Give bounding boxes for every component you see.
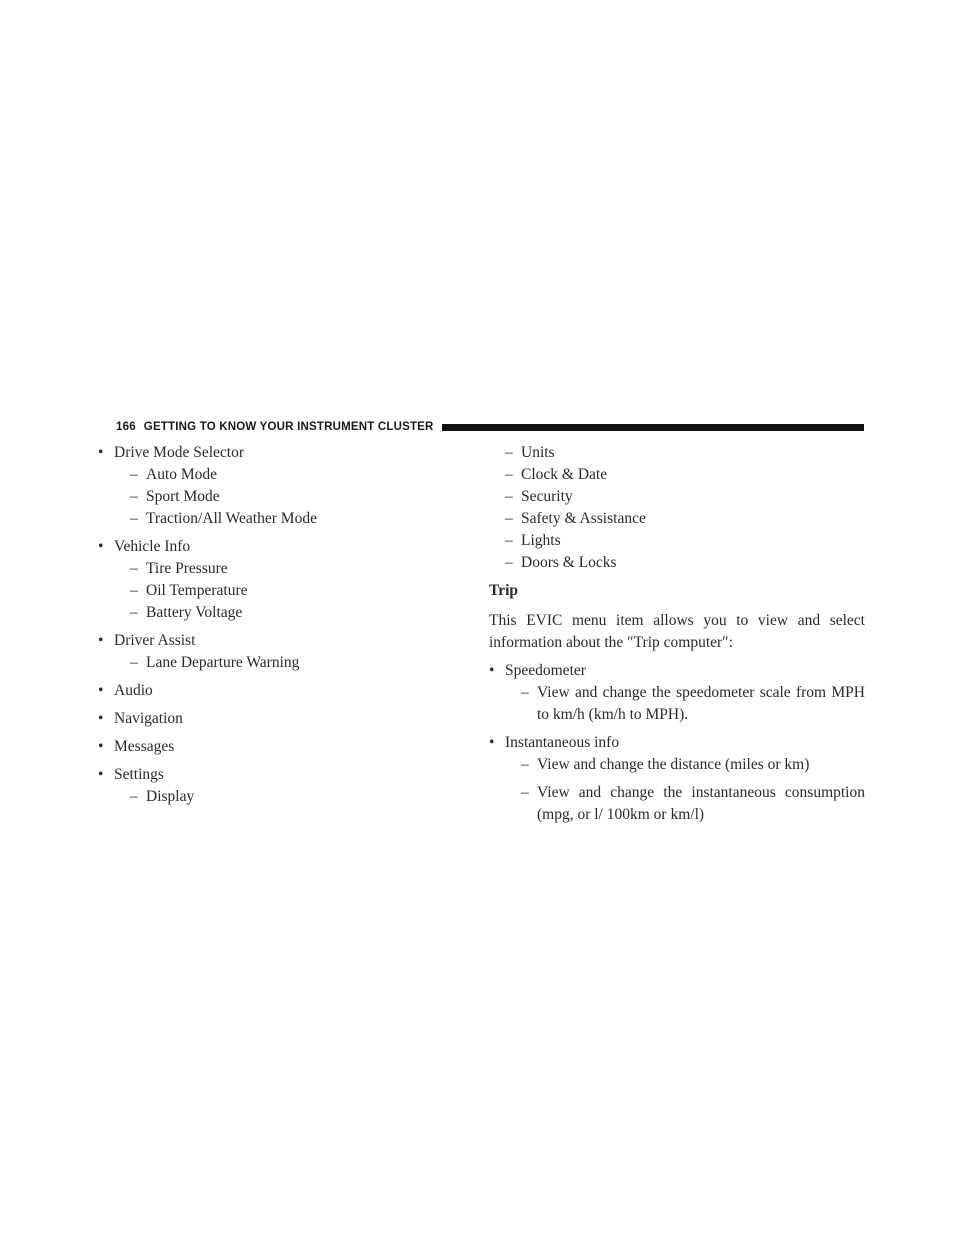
sub-item: – Safety & Assistance — [505, 510, 646, 527]
list-item-messages: • Messages — [98, 736, 458, 758]
header-rule — [442, 424, 864, 431]
sub-item: – Clock & Date — [505, 466, 608, 483]
list-item-drive-mode-selector: • Drive Mode Selector — [98, 442, 458, 464]
section-heading-trip: Trip — [489, 582, 518, 599]
list-item-driver-assist: • Driver Assist — [98, 630, 458, 652]
sub-item: – Lights — [505, 532, 561, 549]
list-item-audio: • Audio — [98, 680, 458, 702]
section-title: GETTING TO KNOW YOUR INSTRUMENT CLUSTER — [143, 421, 434, 433]
sub-item: – View and change the speedometer scale from MPH to km/h (km/h to MPH). — [521, 684, 865, 723]
sub-item: – Auto Mode — [130, 466, 218, 483]
sub-item: – View and change the instantaneous consumption (mpg, or l/ 100km or km/l) — [521, 784, 865, 823]
left-column — [98, 442, 458, 808]
page-number: 166 — [116, 421, 136, 433]
sub-item: – Tire Pressure — [130, 560, 228, 577]
list-item-speedometer: • Speedometer — [489, 660, 865, 682]
sub-item: – Oil Temperature — [130, 582, 248, 599]
sub-item: – Units — [505, 444, 555, 461]
sub-item: – Sport Mode — [130, 488, 220, 505]
sub-item: – Traction/All Weather Mode — [130, 510, 317, 527]
sub-item: – View and change the distance (miles or km) — [521, 756, 810, 773]
list-item-settings: • Settings — [98, 764, 458, 786]
list-item-navigation: • Navigation — [98, 708, 458, 730]
body-paragraph: This EVIC menu item allows you to view and select information about the ″Trip computer″: — [489, 612, 865, 651]
sub-item: – Lane Departure Warning — [130, 654, 300, 671]
list-item-instantaneous-info: • Instantaneous info — [489, 732, 865, 754]
sub-item: – Doors & Locks — [505, 554, 617, 571]
right-column — [489, 442, 865, 826]
page-header — [116, 419, 864, 435]
sub-item: – Battery Voltage — [130, 604, 243, 621]
list-item-vehicle-info: • Vehicle Info — [98, 536, 458, 558]
sub-item: – Display — [130, 788, 195, 805]
sub-item: – Security — [505, 488, 573, 505]
